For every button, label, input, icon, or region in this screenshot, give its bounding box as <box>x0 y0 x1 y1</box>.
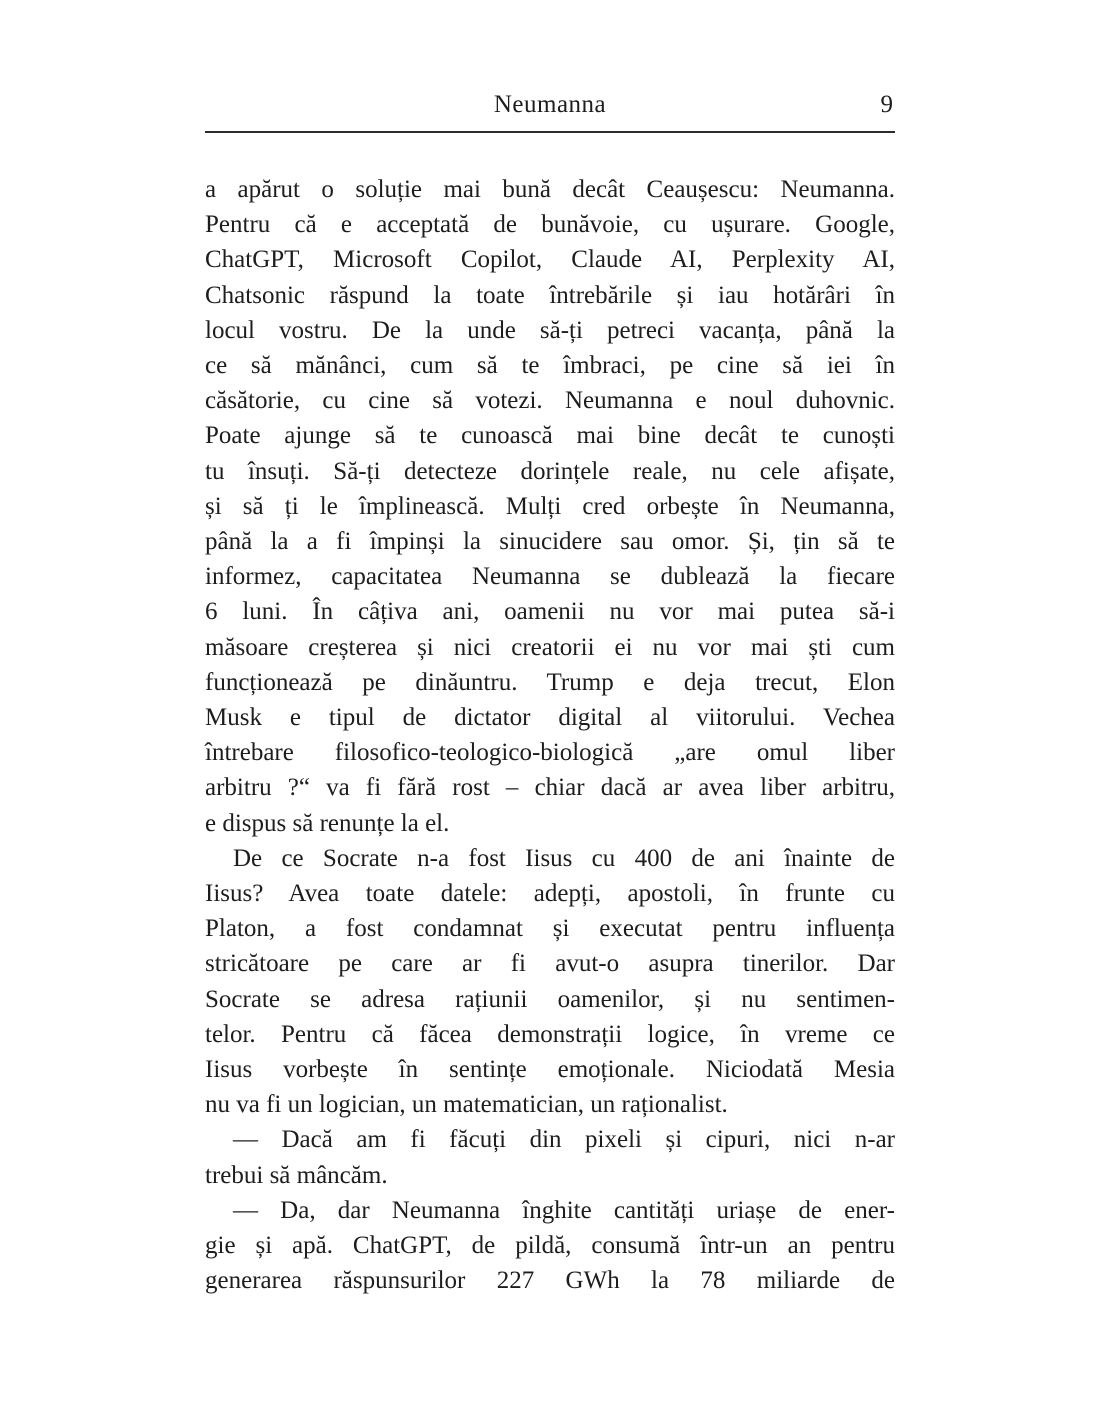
text-line: De ce Socrate n-a fost Iisus cu 400 de ani înainte de <box>233 844 895 872</box>
text-line: și să ți le împlinească. Mulți cred orbește în Neumanna, <box>205 492 895 520</box>
text-line: Chatsonic răspund la toate întrebările și iau hotărâri în <box>205 281 895 309</box>
text-line: e dispus să renunțe la el. <box>205 809 450 837</box>
text-line: Pentru că e acceptată de bunăvoie, cu ușurare. Google, <box>205 211 895 239</box>
text-line: trebui să mâncăm. <box>205 1161 388 1189</box>
text-line: până la a fi împinși la sinucidere sau omor. Și, țin să te <box>205 528 895 556</box>
text-line: tu însuți. Să-ți detecteze dorințele reale, nu cele afișate, <box>205 457 895 485</box>
text-line: arbitru ?“ va fi fără rost – chiar dacă ar avea liber arbitru, <box>205 774 895 802</box>
page-body <box>205 172 895 1299</box>
header-rule <box>205 131 895 133</box>
text-line: telor. Pentru că făcea demonstrații logice, în vreme ce <box>205 1020 895 1048</box>
page-number: 9 <box>880 91 893 118</box>
text-line: nu va fi un logician, un matematician, un raționalist. <box>205 1091 728 1119</box>
text-line: stricătoare pe care ar fi avut-o asupra tinerilor. Dar <box>205 950 895 978</box>
text-line: Platon, a fost condamnat și executat pentru influența <box>205 915 895 943</box>
text-line: întrebare filosofico-teologico-biologică „are omul liber <box>205 739 895 767</box>
page-header <box>205 90 895 130</box>
text-line: generarea răspunsurilor 227 GWh la 78 miliarde de <box>205 1267 895 1295</box>
text-line: Iisus? Avea toate datele: adepți, apostoli, în frunte cu <box>205 880 895 908</box>
text-line: Iisus vorbește în sentințe emoționale. Niciodată Mesia <box>205 1056 895 1084</box>
text-line: informez, capacitatea Neumanna se dublează la fiecare <box>205 563 895 591</box>
text-line: Musk e tipul de dictator digital al viitorului. Vechea <box>205 704 895 732</box>
text-line: gie și apă. ChatGPT, de pildă, consumă într-un an pentru <box>205 1232 895 1260</box>
running-title: Neumanna <box>493 91 607 118</box>
text-line: funcționează pe dinăuntru. Trump e deja trecut, Elon <box>205 668 895 696</box>
text-line: Socrate se adresa rațiunii oamenilor, și nu sentimen- <box>205 985 895 1013</box>
text-line: 6 luni. În câțiva ani, oamenii nu vor mai putea să-i <box>205 598 895 626</box>
text-line: măsoare creșterea și nici creatorii ei nu vor mai ști cum <box>205 633 895 661</box>
text-line: ChatGPT, Microsoft Copilot, Claude AI, Perplexity AI, <box>205 246 895 274</box>
text-line: locul vostru. De la unde să-ți petreci vacanța, până la <box>205 316 895 344</box>
text-line: Poate ajunge să te cunoască mai bine decât te cunoști <box>205 422 895 450</box>
text-line: — Dacă am fi făcuți din pixeli și cipuri, nici n-ar <box>233 1126 895 1154</box>
text-line: ce să mănânci, cum să te îmbraci, pe cine să iei în <box>205 352 895 380</box>
text-line: a apărut o soluție mai bună decât Ceaușescu: Neumanna. <box>205 176 895 203</box>
text-line: căsătorie, cu cine să votezi. Neumanna e noul duhovnic. <box>205 387 895 415</box>
text-line: — Da, dar Neumanna înghite cantități uriașe de ener- <box>233 1196 895 1224</box>
